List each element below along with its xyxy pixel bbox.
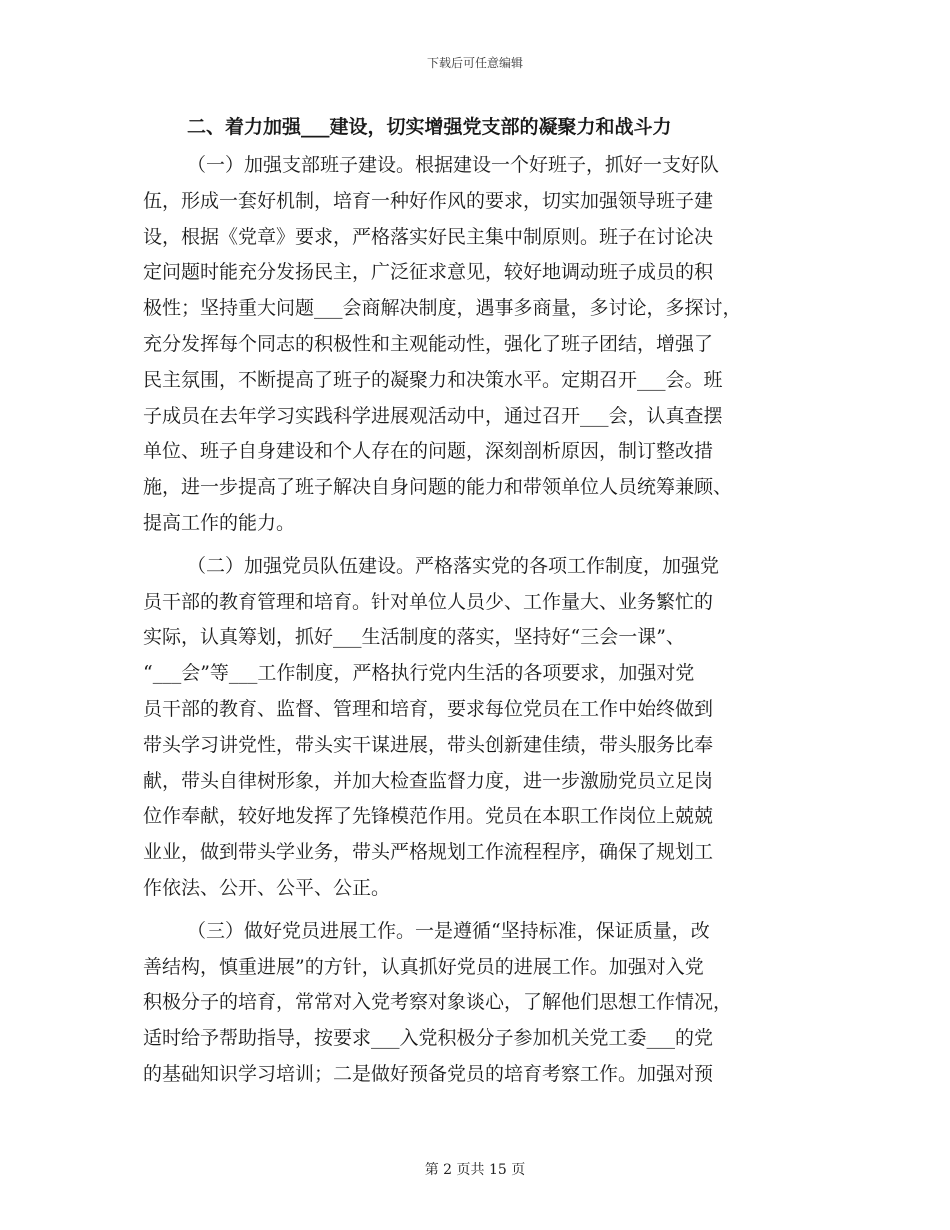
paragraph-line: （二）加强党员队伍建设。严格落实党的各项工作制度，加强党 [187, 554, 720, 577]
paragraph-line: 带头学习讲党性，带头实干谋进展，带头创新建佳绩，带头服务比奉 [143, 733, 714, 756]
document-body [143, 112, 823, 1093]
page-header-note: 下载后可任意编辑 [426, 56, 523, 70]
page-number: 第 2 页共 15 页 [424, 1162, 526, 1178]
paragraph-line: 定问题时能充分发扬民主，广泛征求意见，较好地调动班子成员的积 [143, 261, 714, 284]
paragraph-list [143, 148, 823, 1093]
paragraph-line: 员干部的教育管理和培育。针对单位人员少、工作量大、业务繁忙的 [143, 590, 714, 613]
paragraph-line: 充分发挥每个同志的积极性和主观能动性，强化了班子团结，增强了 [143, 332, 714, 355]
paragraph-line: 伍，形成一套好机制，培育一种好作风的要求，切实加强领导班子建 [143, 189, 714, 212]
paragraph-line: 子成员在去年学习实践科学进展观活动中，通过召开___会，认真查摆 [143, 404, 723, 427]
paragraph-line: 适时给予帮助指导，按要求___入党积极分子参加机关党工委___的党 [143, 1027, 714, 1050]
paragraph-line: 积极分子的培育，常常对入党考察对象谈心，了解他们思想工作情况， [143, 991, 733, 1014]
paragraph-line: 单位、班子自身建设和个人存在的问题，深刻剖析原因，制订整改措 [143, 440, 714, 463]
paragraph-gap [143, 542, 823, 549]
paragraph-line: 员干部的教育、监督、管理和培育，要求每位党员在工作中始终做到 [143, 697, 714, 720]
paragraph-line: 善结构，慎重进展”的方针，认真抓好党员的进展工作。加强对入党 [143, 955, 704, 978]
paragraph-line: 设，根据《党章》要求，严格落实好民主集中制原则。班子在讨论决 [143, 225, 714, 248]
paragraph-line: 民主氛围，不断提高了班子的凝聚力和决策水平。定期召开___会。班 [143, 368, 723, 391]
body-paragraph [143, 549, 823, 907]
paragraph-line: 提高工作的能力。 [143, 511, 296, 534]
paragraph-line: （一）加强支部班子建设。根据建设一个好班子，抓好一支好队 [187, 154, 720, 176]
paragraph-line: 业业，做到带头学业务，带头严格规划工作流程程序，确保了规划工 [143, 841, 714, 864]
body-paragraph [143, 148, 823, 542]
paragraph-line: 施，进一步提高了班子解决自身问题的能力和带领单位人员统筹兼顾、 [143, 476, 733, 499]
paragraph-line: 作依法、公开、公平、公正。 [143, 876, 391, 899]
paragraph-line: （三）做好党员进展工作。一是遵循“坚持标准，保证质量，改 [187, 919, 710, 942]
paragraph-line: 实际，认真筹划，抓好___生活制度的落实，坚持好“三会一课”、 [143, 626, 685, 649]
paragraph-line: 极性；坚持重大问题___会商解决制度，遇事多商量，多讨论，多探讨， [143, 297, 742, 320]
paragraph-line: 献，带头自律树形象，并加大检查监督力度，进一步激励党员立足岗 [143, 769, 714, 792]
paragraph-gap [143, 907, 823, 914]
body-paragraph [143, 914, 823, 1093]
paragraph-line: 位作奉献，较好地发挥了先锋模范作用。党员在本职工作岗位上兢兢 [143, 805, 714, 828]
paragraph-line: “___会”等___工作制度，严格执行党内生活的各项要求，加强对党 [143, 662, 695, 685]
paragraph-line: 的基础知识学习培训；二是做好预备党员的培育考察工作。加强对预 [143, 1062, 714, 1085]
section-heading: 二、着力加强___建设，切实增强党支部的凝聚力和战斗力 [187, 116, 672, 138]
